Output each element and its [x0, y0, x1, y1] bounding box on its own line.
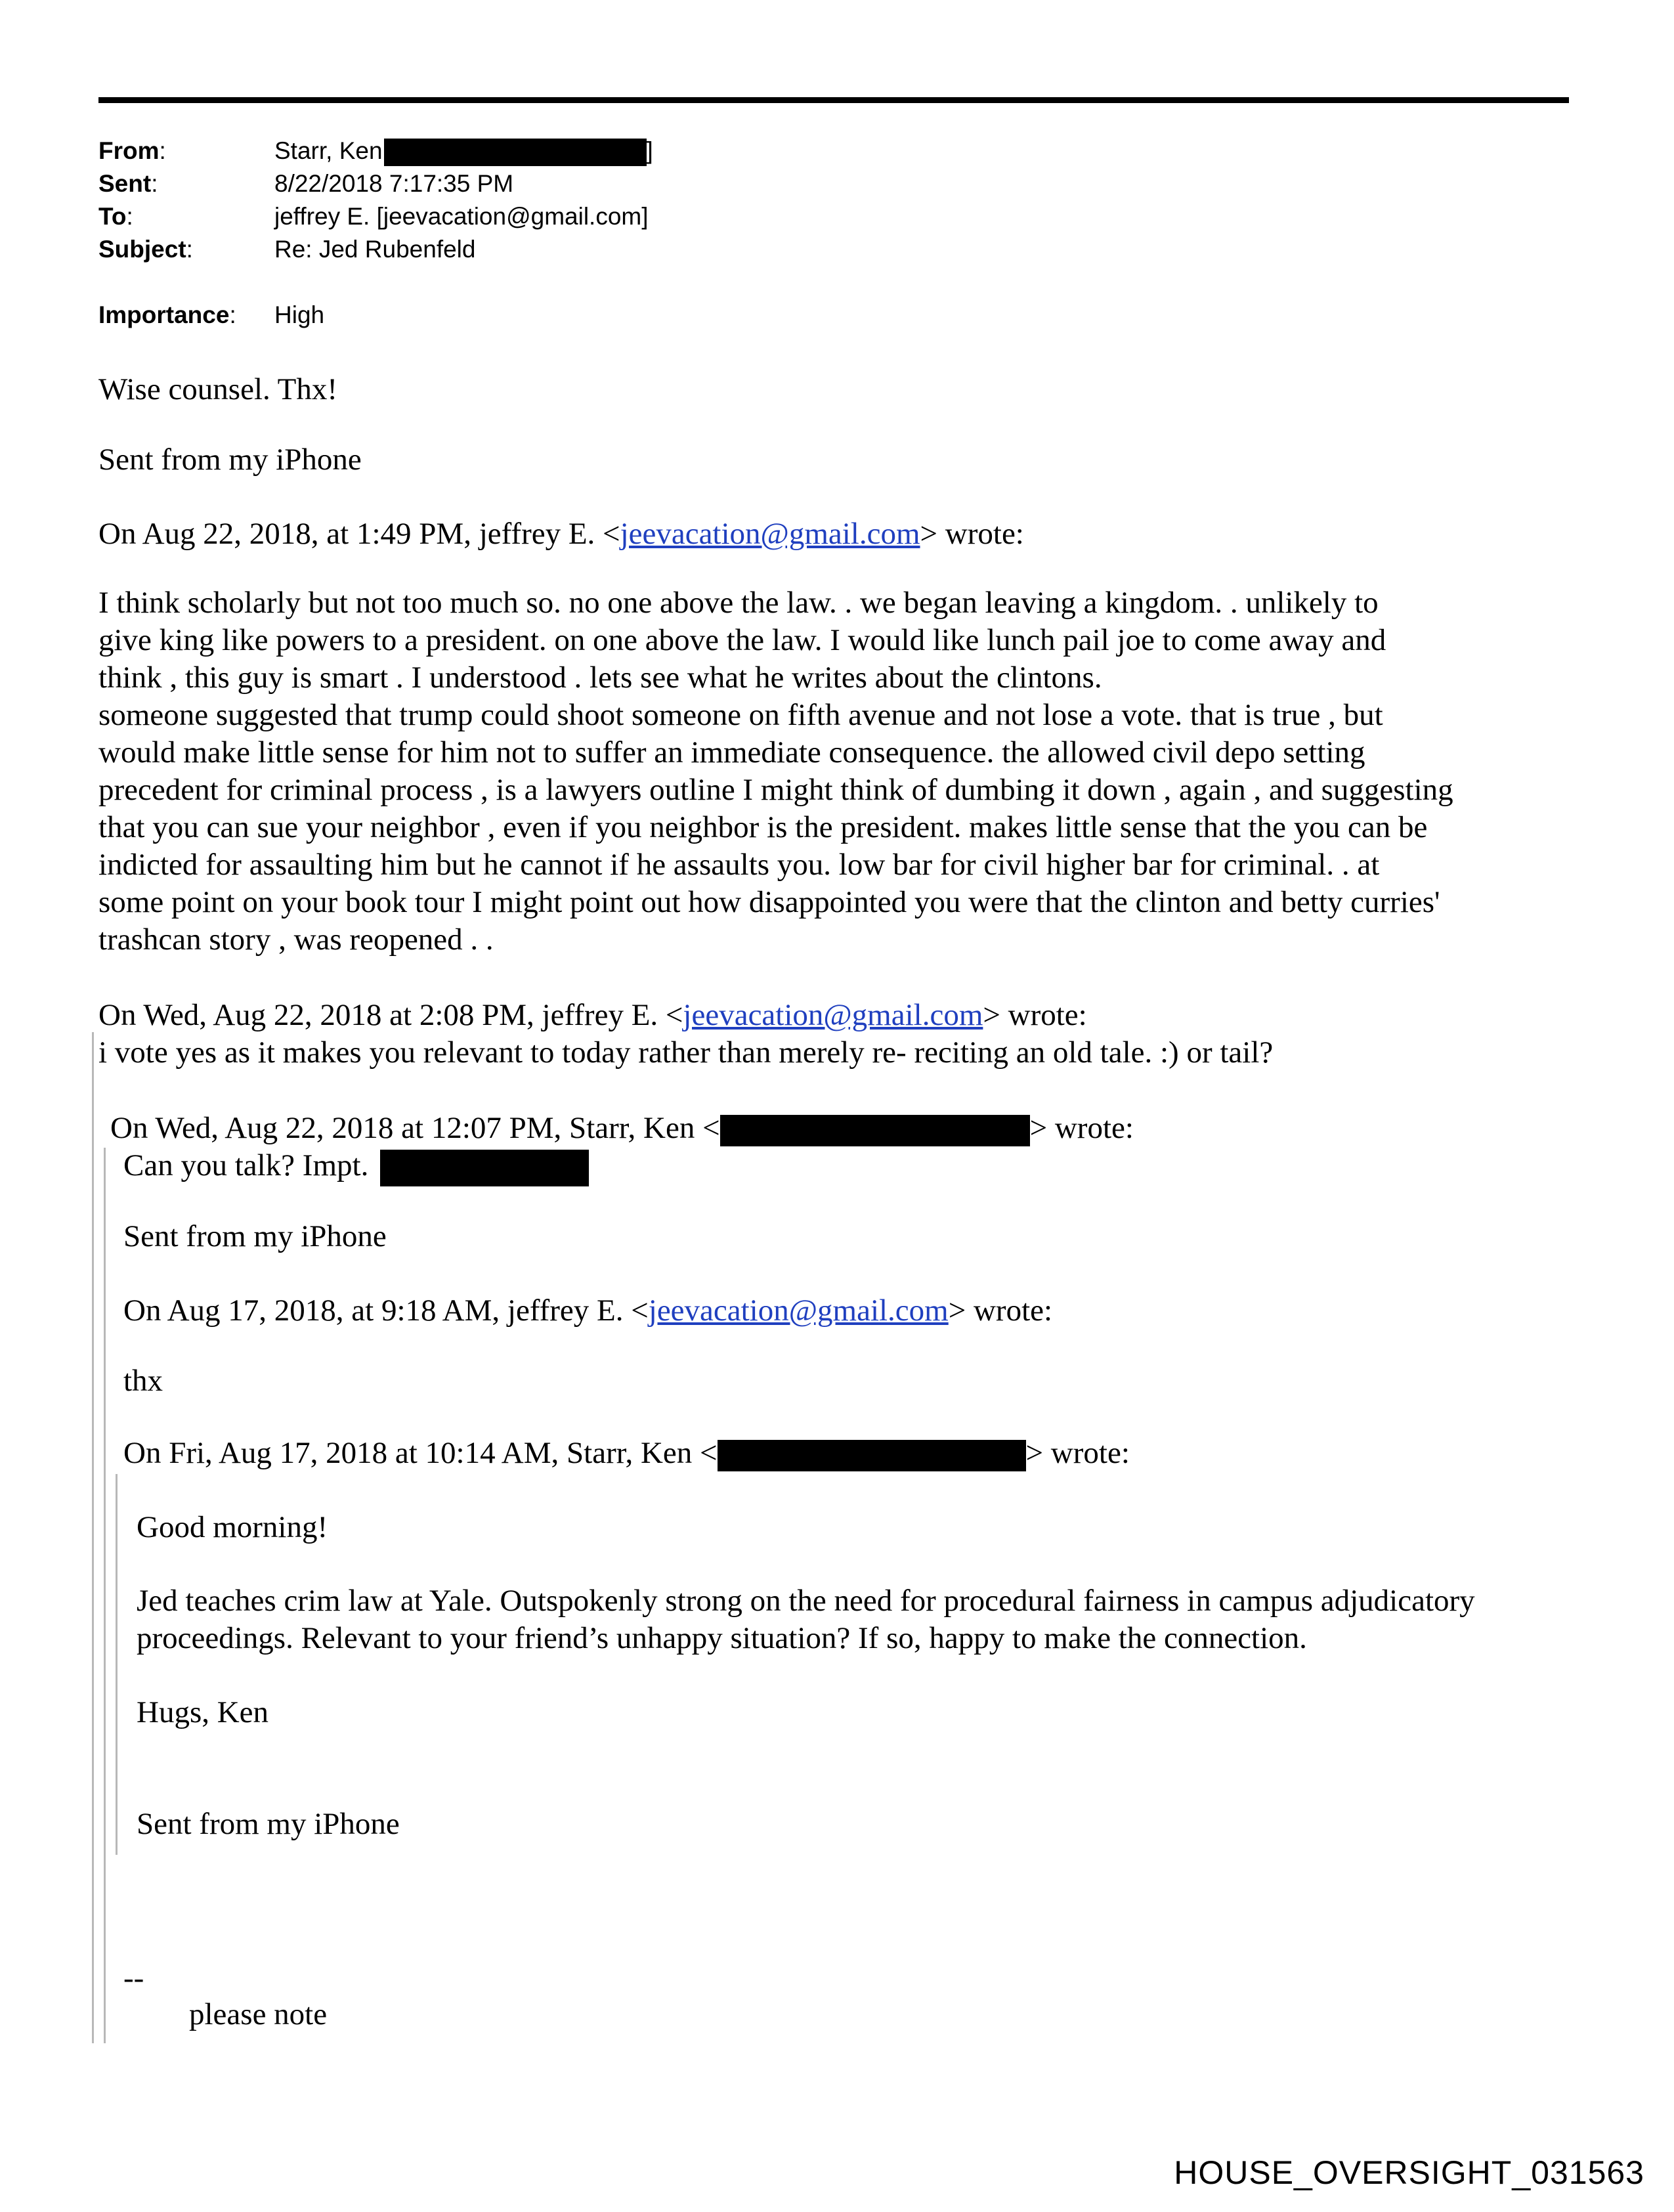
from-value: Starr, Ken ]: [274, 135, 653, 167]
quote-bar: [92, 1032, 94, 2043]
quote1-email-link[interactable]: jeevacation@gmail.com: [620, 517, 920, 551]
reply-line: Wise counsel. Thx!: [98, 372, 338, 406]
importance-label: Importance:: [98, 301, 236, 328]
redaction-box: [720, 1115, 1030, 1146]
sent-label: Sent:: [98, 170, 158, 197]
quote-bar: [116, 1474, 118, 1855]
quote1-line: indicted for assaulting him but he cannot if he assaults you. low bar for civil higher bar for criminal. . at: [98, 848, 1380, 882]
quote3-line: Can you talk? Impt.: [123, 1147, 589, 1186]
redaction-box: [718, 1440, 1026, 1471]
quote3-signature: Sent from my iPhone: [123, 1219, 387, 1253]
redaction-box: [380, 1150, 589, 1186]
quote1-line: give king like powers to a president. on one above the law. I would like lunch pail joe to come away and: [98, 623, 1386, 657]
bates-number: HOUSE_OVERSIGHT_031563: [1174, 2154, 1644, 2191]
signature-dashes: --: [123, 1961, 144, 1995]
to-label: To:: [98, 203, 133, 230]
quote5-paragraph-line: proceedings. Relevant to your friend’s unhappy situation? If so, happy to make the connection.: [137, 1621, 1307, 1655]
quote5-paragraph-line: Jed teaches crim law at Yale. Outspokenly strong on the need for procedural fairness in campus adjudicatory: [137, 1584, 1475, 1618]
quote-bar: [104, 1148, 106, 2043]
quote4-attribution: On Aug 17, 2018, at 9:18 AM, jeffrey E. <jeevacation@gmail.com> wrote:: [123, 1293, 1053, 1328]
quote5-attribution: On Fri, Aug 17, 2018 at 10:14 AM, Starr, Ken < > wrote:: [123, 1435, 1130, 1472]
signature-note: please note: [189, 1997, 328, 2031]
quote4-line: thx: [123, 1364, 163, 1398]
quote2-line: i vote yes as it makes you relevant to today rather than merely re- reciting an old tale. :) or tail?: [98, 1035, 1274, 1070]
quote1-line: precedent for criminal process , is a lawyers outline I might think of dumbing it down , again , and suggesting: [98, 773, 1453, 807]
importance-value: High: [274, 301, 325, 328]
quote1-line: would make little sense for him not to suffer an immediate consequence. the allowed civil depo setting: [98, 735, 1365, 770]
subject-label: Subject:: [98, 236, 193, 263]
to-value: jeffrey E. [jeevacation@gmail.com]: [274, 203, 649, 230]
quote5-closing: Hugs, Ken: [137, 1695, 269, 1729]
quote1-line: trashcan story , was reopened . .: [98, 922, 494, 957]
quote1-line: I think scholarly but not too much so. no one above the law. . we began leaving a kingdom. . unlikely to: [98, 586, 1379, 620]
sent-value: 8/22/2018 7:17:35 PM: [274, 170, 514, 197]
quote3-attribution: On Wed, Aug 22, 2018 at 12:07 PM, Starr, Ken < > wrote:: [110, 1110, 1134, 1147]
redaction-box: [384, 139, 647, 166]
quote5-signature: Sent from my iPhone: [137, 1807, 400, 1841]
quote1-line: someone suggested that trump could shoot someone on fifth avenue and not lose a vote. that is true , but: [98, 698, 1383, 732]
quote1-line: think , this guy is smart . I understood . lets see what he writes about the clintons.: [98, 661, 1102, 695]
subject-value: Re: Jed Rubenfeld: [274, 236, 476, 263]
from-label: From:: [98, 137, 166, 164]
quote4-email-link[interactable]: jeevacation@gmail.com: [648, 1293, 949, 1328]
reply-signature: Sent from my iPhone: [98, 443, 362, 477]
quote1-line: that you can sue your neighbor , even if you neighbor is the president. makes little sense that the you can be: [98, 810, 1428, 844]
quote1-attribution: On Aug 22, 2018, at 1:49 PM, jeffrey E. <jeevacation@gmail.com> wrote:: [98, 517, 1024, 551]
quote1-line: some point on your book tour I might point out how disappointed you were that the clinton and betty curries': [98, 885, 1440, 919]
quote2-email-link[interactable]: jeevacation@gmail.com: [683, 998, 983, 1032]
quote5-greeting: Good morning!: [137, 1510, 328, 1544]
quote2-attribution: On Wed, Aug 22, 2018 at 2:08 PM, jeffrey E. <jeevacation@gmail.com> wrote:: [98, 998, 1087, 1032]
top-divider: [98, 97, 1569, 103]
